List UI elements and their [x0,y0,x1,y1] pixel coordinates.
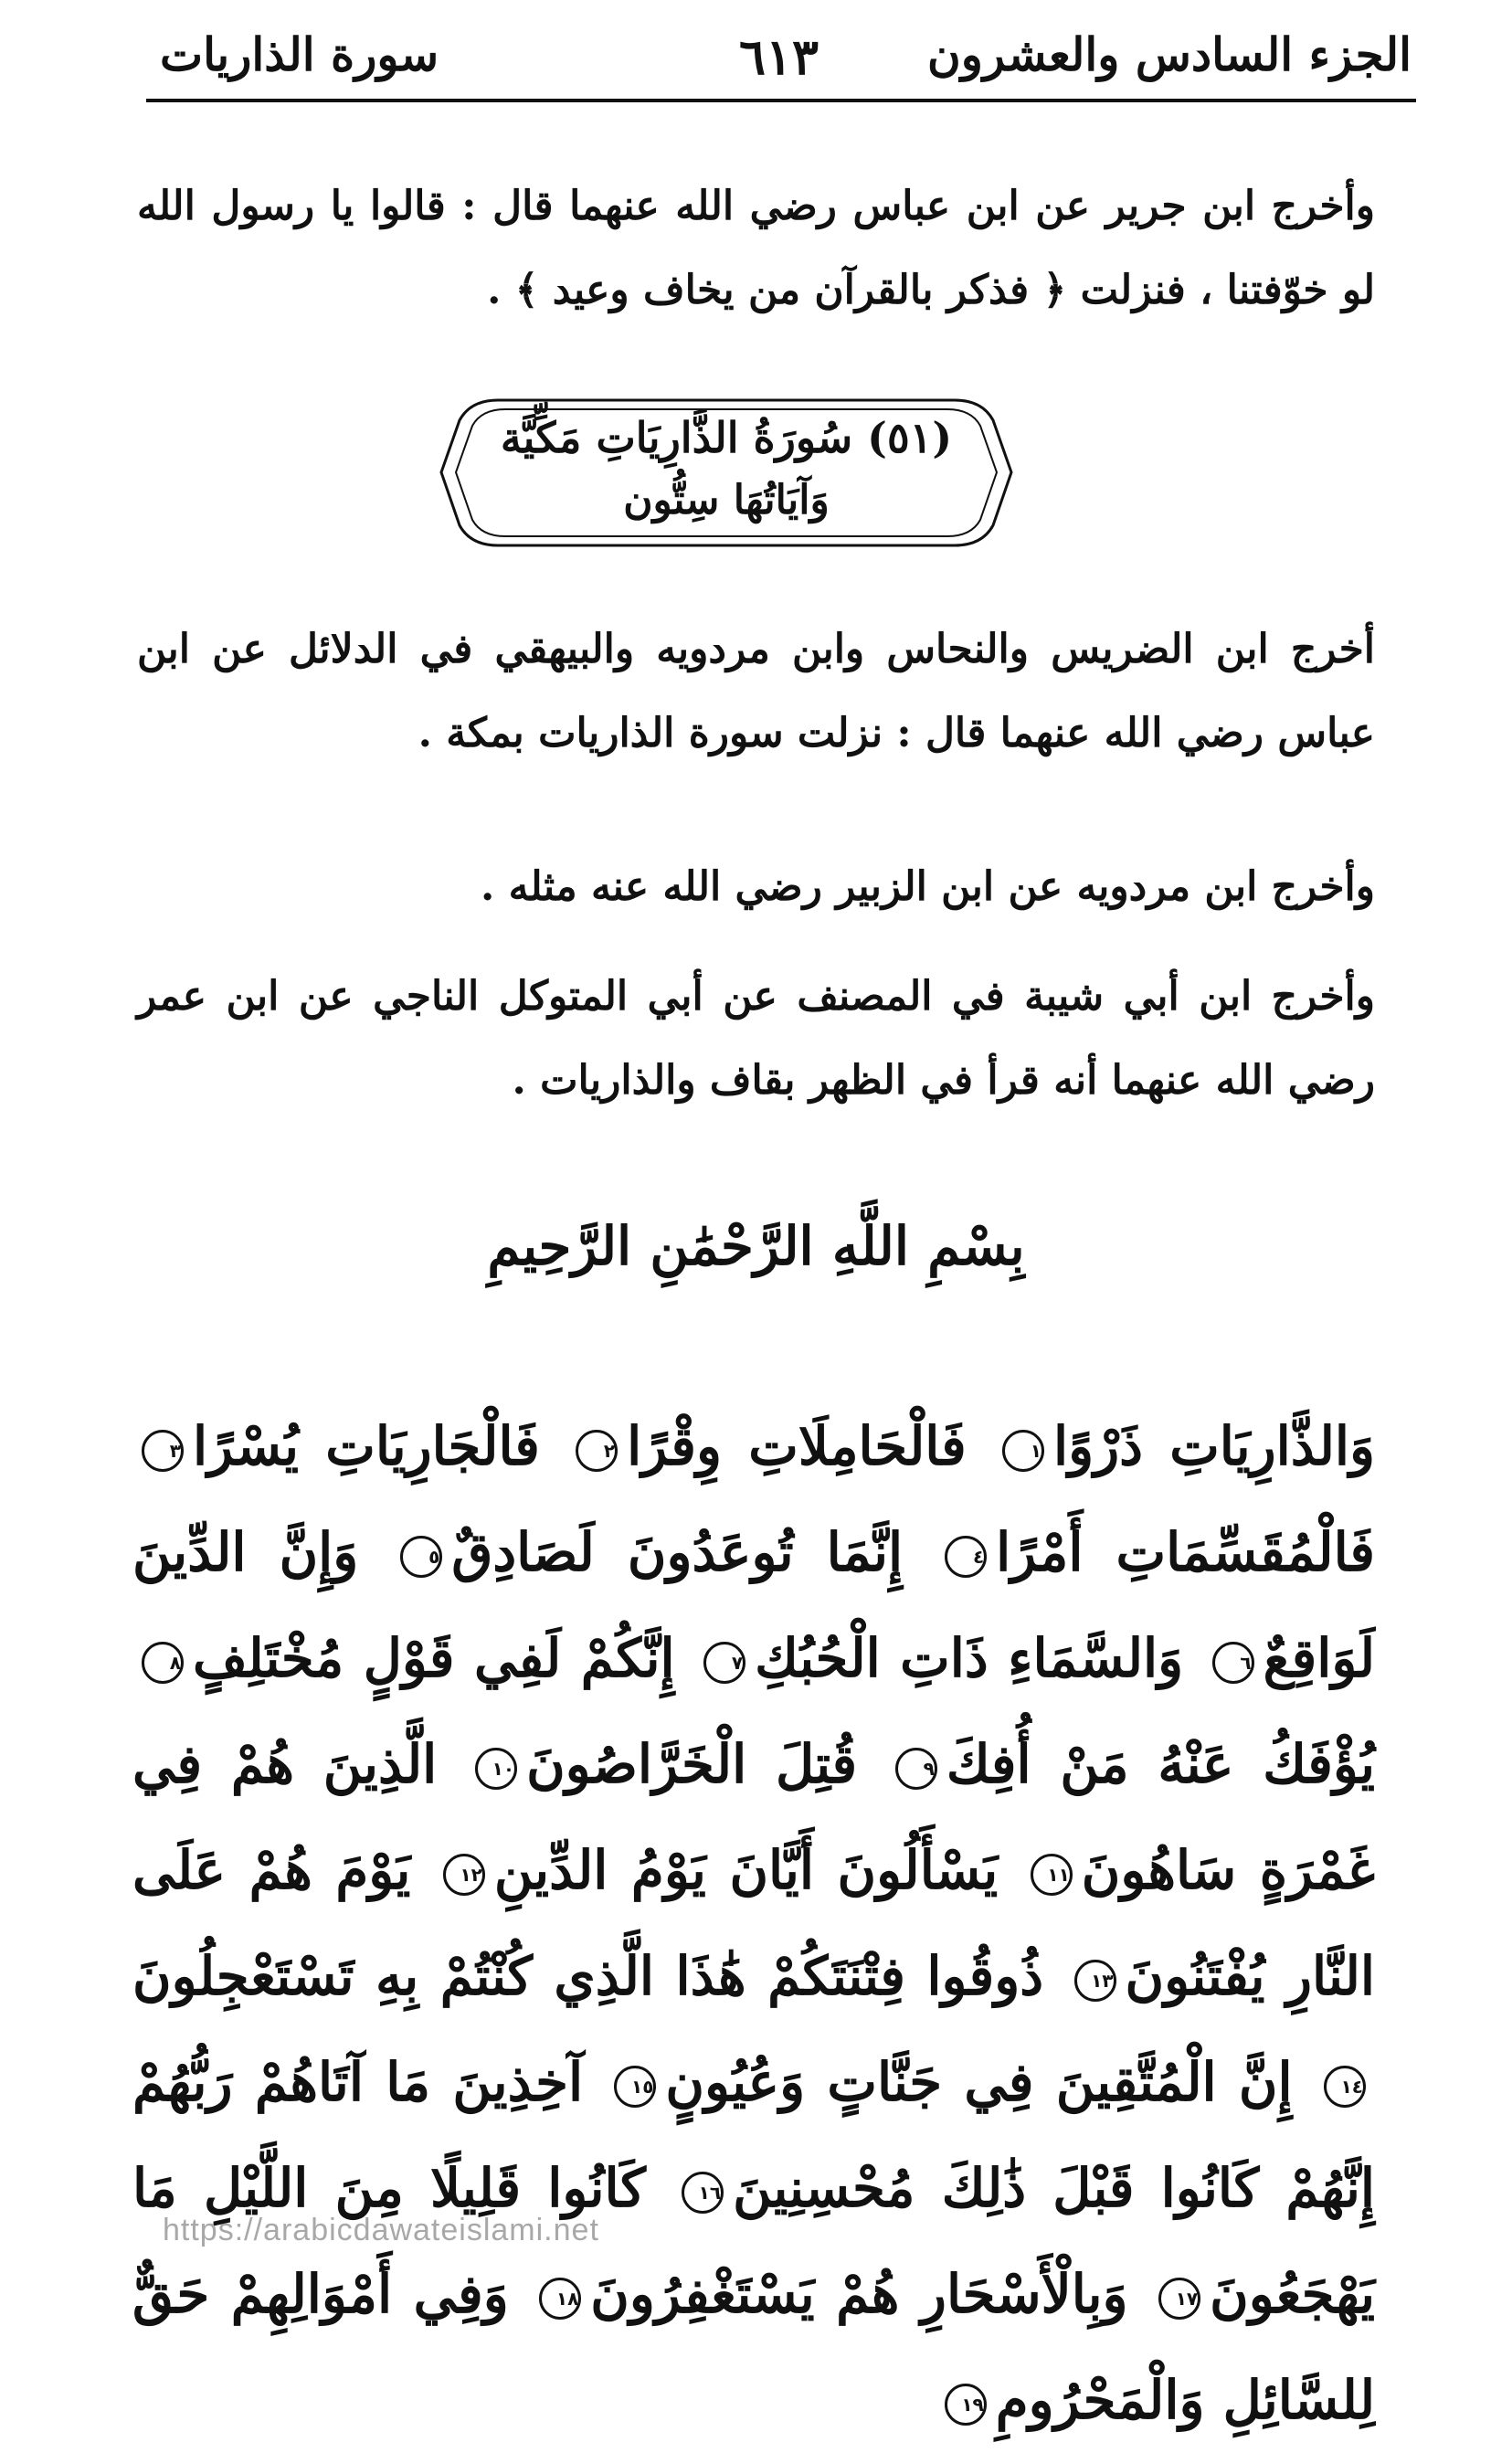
page-header [146,16,1412,99]
verse [605,2051,1292,2113]
verse [132,1627,675,1689]
verse-number-marker: ١١ [1031,1854,1073,1896]
surah-title: (٥١) سُورَةُ الذَّارِيَاتِ مَكِّيَّة [500,413,953,462]
verse-text: آخِذِينَ مَا آتَاهُمْ رَبُّهُمْ إِنَّهُمْ كَانُوا قَبْلَ ذَٰلِكَ مُحْسِنِينَ [132,2051,1375,2219]
verse-number-marker: ٢ [576,1430,618,1472]
verse-number-marker: ٩ [895,1748,937,1790]
quran-verses [132,1393,1375,2453]
verse-text: وَإِنَّ الدِّينَ لَوَاقِعٌ [132,1521,1375,1689]
surah-heading-cartouche [434,393,1019,553]
basmala: بِسْمِ اللَّهِ الرَّحْمَٰنِ الرَّحِيمِ [487,1215,1025,1277]
paragraph-narration-4: وأخرج ابن أبي شيبة في المصنف عن أبي المتوكل الناجي عن ابن عمر رضي الله عنهما أنه قرأ في الظهر بقاف والذاريات . [137,973,1375,1104]
verse-number-marker: ١٠ [475,1748,517,1790]
verse-text: ذُوقُوا فِتْنَتَكُمْ هَٰذَا الَّذِي كُنْتُمْ بِهِ تَسْتَعْجِلُونَ [132,1945,1044,2007]
verse [993,1415,1375,1477]
verse-number-marker: ١٤ [1324,2066,1366,2108]
verse-text: وَبِالْأَسْحَارِ هُمْ يَسْتَغْفِرُونَ [590,2263,1128,2325]
verse-text: الَّذِينَ هُمْ فِي غَمْرَةٍ سَاهُونَ [132,1733,1375,1901]
header-divider [146,99,1416,102]
surah-running-title: سورة الذاريات [160,27,439,81]
verse-text: إِنَّمَا تُوعَدُونَ لَصَادِقٌ [451,1521,904,1583]
verse-number-marker: ٦ [1212,1642,1254,1684]
verse-text: وَفِي أَمْوَالِهِمْ حَقٌّ لِلسَّائِلِ وَالْمَحْرُومِ [132,2263,1375,2431]
verse [886,1733,1375,1795]
verse [434,1839,998,1901]
verse-number-marker: ١٣ [1074,1960,1116,2002]
verse-text: وَالسَّمَاءِ ذَاتِ الْحُبُكِ [755,1627,1184,1689]
verse [391,1521,903,1583]
part-title: الجزء السادس والعشرون [926,27,1412,81]
verse [694,1627,1183,1689]
surah-verse-count: وَآيَاتُهَا سِتُّون [623,477,830,523]
verse-number-marker: ١ [1002,1430,1044,1472]
verse [466,1733,857,1795]
watermark-url: https://arabicdawateislami.net [163,2213,599,2247]
verse-text: إِنَّ الْمُتَّقِينَ فِي جَنَّاتٍ وَعُيُونٍ [665,2051,1293,2113]
verse-number-marker: ١٥ [614,2066,656,2108]
verse-number-marker: ٤ [945,1536,987,1578]
verse-text: قُتِلَ الْخَرَّاصُونَ [526,1733,858,1795]
verse-number-marker: ١٧ [1158,2278,1200,2320]
verse-number-marker: ٧ [703,1642,745,1684]
verse-text: كَانُوا قَلِيلًا مِنَ اللَّيْلِ مَا يَهْجَعُونَ [132,2157,1375,2325]
verse-number-marker: ١٩ [945,2384,987,2426]
verse-text: وَالذَّارِيَاتِ ذَرْوًا [1052,1415,1375,1477]
paragraph-narration-2: أخرج ابن الضريس والنحاس وابن مردويه والبيهقي في الدلائل عن ابن عباس رضي الله عنهما قال : نزلت سورة الذاريات بمكة . [137,626,1375,756]
paragraph-narration-3: وأخرج ابن مردويه عن ابن الزبير رضي الله عنه مثله . [481,863,1375,910]
verse [566,1415,967,1477]
verse-number-marker: ١٨ [539,2278,581,2320]
verse [936,1521,1375,1583]
verse-text: يَوْمَ هُمْ عَلَى النَّارِ يُفْتَنُونَ [132,1839,1375,2007]
verse-number-marker: ١٦ [682,2172,724,2214]
verse-text: يَسْأَلُونَ أَيَّانَ يَوْمُ الدِّينِ [493,1839,999,1901]
verse-text: إِنَّكُمْ لَفِي قَوْلٍ مُخْتَلِفٍ [193,1627,675,1689]
verse [530,2263,1127,2325]
verse-text: يُؤْفَكُ عَنْهُ مَنْ أُفِكَ [946,1733,1376,1795]
verse-number-marker: ٥ [400,1536,442,1578]
page-number: ٦١٣ [738,27,819,86]
paragraph-narration-1: وأخرج ابن جرير عن ابن عباس رضي الله عنهما قال : قالوا يا رسول الله لو خوّفتنا ، فنزلت ﴿ فذكر بالقرآن من يخاف وعيد ﴾ . [137,183,1375,313]
verse [132,1415,540,1477]
verse-number-marker: ١٢ [443,1854,485,1896]
verse-text: فَالْمُقَسِّمَاتِ أَمْرًا [996,1521,1375,1583]
verse-number-marker: ٣ [142,1430,184,1472]
verse-number-marker: ٨ [142,1642,184,1684]
verse-text: فَالْحَامِلَاتِ وِقْرًا [627,1415,967,1477]
verse-text: فَالْجَارِيَاتِ يُسْرًا [193,1415,540,1477]
